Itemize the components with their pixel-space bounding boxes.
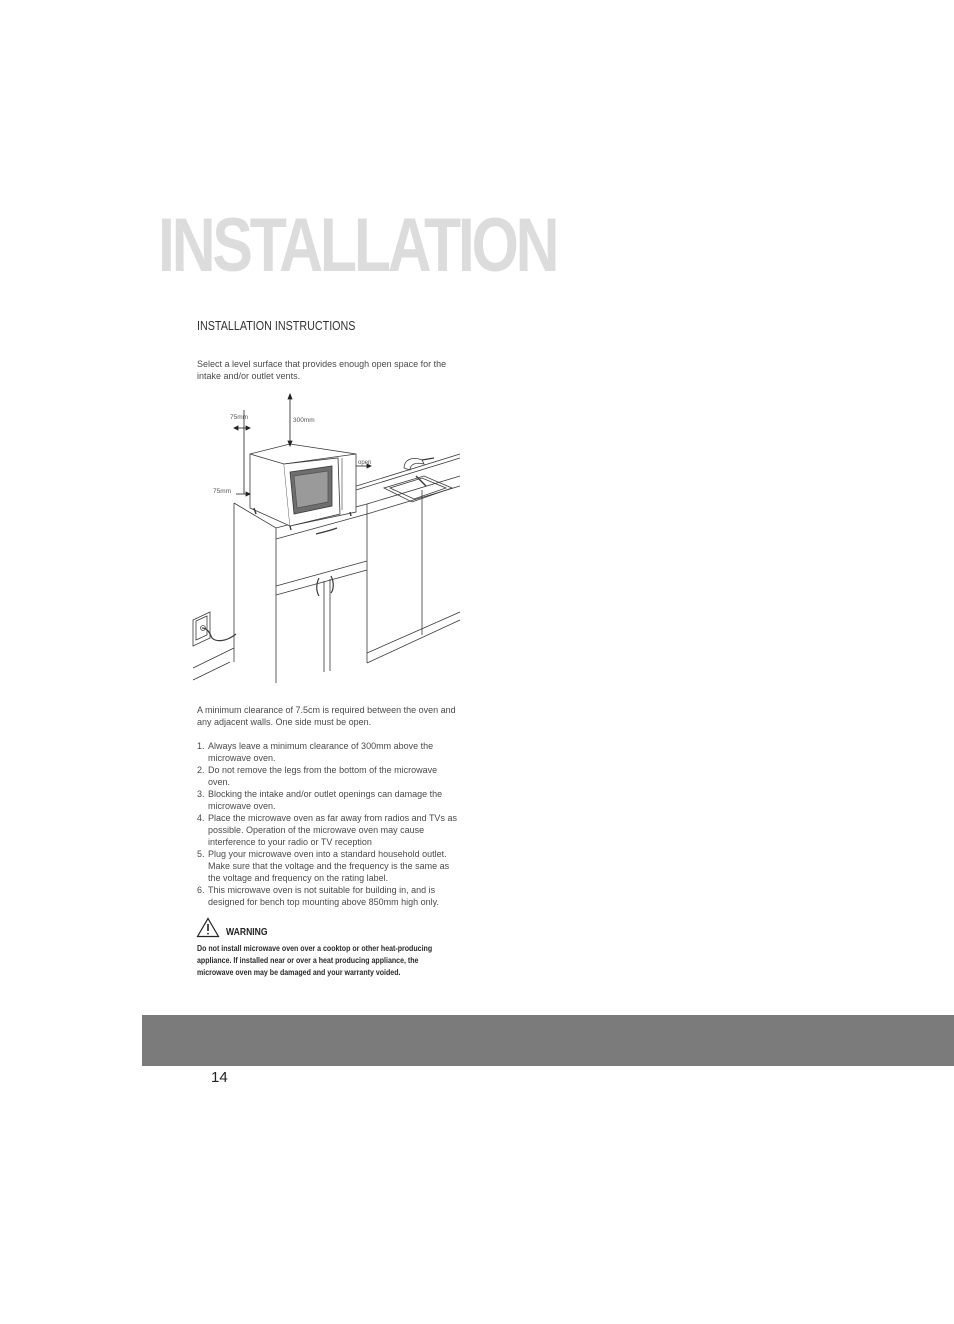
list-item-number: 4. <box>197 813 205 823</box>
label-75mm-top: 75mm <box>230 414 249 421</box>
counter <box>350 454 460 663</box>
list-item-text: Blocking the intake and/or outlet openings can damage the microwave oven. <box>208 789 443 811</box>
intro-paragraph: Select a level surface that provides enough open space for the intake and/or outlet vents. <box>197 359 447 381</box>
section-heading: INSTALLATION INSTRUCTIONS <box>197 319 356 333</box>
list-item <box>197 764 459 788</box>
list-item <box>197 788 459 812</box>
list-item-number: 6. <box>197 885 205 895</box>
installation-diagram <box>190 390 465 688</box>
list-item-text: Plug your microwave oven into a standard household outlet. Make sure that the voltage and the frequency is the same as the voltage and frequency on the rating label. <box>208 849 450 883</box>
list-item-text: Do not remove the legs from the bottom of the microwave oven. <box>208 765 438 787</box>
floor-line-2 <box>193 662 230 680</box>
list-item-number: 5. <box>197 849 205 859</box>
page-number: 14 <box>211 1069 228 1086</box>
warning-title: WARNING <box>226 927 268 938</box>
floor-line <box>193 648 234 668</box>
page-title: INSTALLATION <box>158 203 557 288</box>
list-item-text: Always leave a minimum clearance of 300mm above the microwave oven. <box>208 741 434 763</box>
label-open: open <box>358 460 372 466</box>
list-item-text: Place the microwave oven as far away from radios and TVs as possible. Operation of the microwave oven may cause interference to your radio or TV reception <box>208 813 457 847</box>
list-item-number: 1. <box>197 741 205 751</box>
wall-socket-icon <box>193 612 236 646</box>
footer-band <box>142 1015 954 1066</box>
cabinet <box>234 503 367 683</box>
list-item-number: 2. <box>197 765 205 775</box>
clearance-note: A minimum clearance of 7.5cm is required between the oven and any adjacent walls. One side must be open. <box>197 705 456 727</box>
warning-header <box>196 917 274 938</box>
label-300mm: 300mm <box>293 417 315 424</box>
warning-triangle-icon <box>196 917 220 938</box>
list-item <box>197 812 459 848</box>
list-item <box>197 848 459 884</box>
list-item <box>197 884 459 908</box>
list-item-number: 3. <box>197 789 205 799</box>
list-item-text: This microwave oven is not suitable for building in, and is designed for bench top mounting above 850mm high only. <box>208 885 439 907</box>
label-75mm-side: 75mm <box>213 488 232 495</box>
list-item <box>197 740 459 764</box>
warning-text: Do not install microwave oven over a cooktop or other heat-producing appliance. If installed near or over a heat producing appliance, the microwave oven may be damaged and your warranty voided. <box>197 944 433 977</box>
microwave-oven <box>250 444 356 530</box>
instruction-list <box>197 740 459 908</box>
